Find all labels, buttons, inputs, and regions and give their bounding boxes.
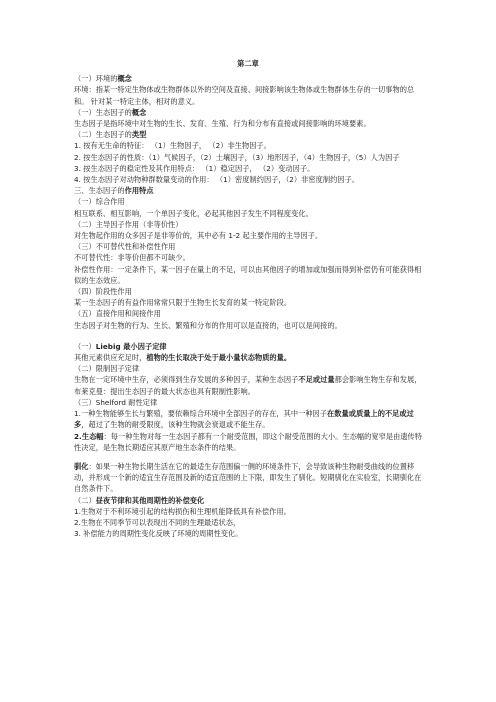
heading-prefix: （二）生态因子的 xyxy=(74,130,132,140)
section-gap xyxy=(74,331,422,341)
law-3-point-2-text: ：每一种生物对每一生态因子都有一个耐受范围，即这个耐受范围的大小。生态幅的宽窄是由遗传特性决定，是生物长期适应其原产地生态条件的结果。 xyxy=(74,431,423,452)
acclimation-term: 驯化 xyxy=(74,461,89,471)
acclimation-definition xyxy=(74,461,422,495)
rhythm-item-2: 2.生物在不同季节可以表现出不同的生理最适状态， xyxy=(74,517,241,527)
feature-1-heading: （一）综合作用 xyxy=(74,197,125,207)
rhythm-heading xyxy=(74,495,422,506)
feature-2-body: 对生物起作用的众多因子是非等价的，其中必有 1-2 起主要作用的主导因子。 xyxy=(74,231,323,241)
page-title: 第二章 xyxy=(237,59,259,68)
law-3-point-2-term: 2.生态幅 xyxy=(74,431,104,441)
section-gap xyxy=(74,453,422,461)
law-2-heading: （二）限制因子定律 xyxy=(74,364,140,374)
rhythm-item-3: 3. 补偿能力的周期性变化反映了环境的周期性变化。 xyxy=(74,529,243,539)
law-3-point-1 xyxy=(74,408,422,430)
feature-4-body: 某一生态因子的有益作用常常只限于生物生长发育的某一特定阶段。 xyxy=(74,298,292,308)
heading-keyword: Liebig 最小因子定律 xyxy=(95,341,167,351)
feature-3-heading: （三）不可替代性和补偿性作用 xyxy=(74,242,176,252)
feature-4-heading: （四）阶段性作用 xyxy=(74,287,132,297)
feature-3-body-1: 不可替代性：非等价但都不可缺少。 xyxy=(74,253,190,263)
heading-prefix: （一）环境的 xyxy=(74,74,118,84)
law-3-point-1-text: 1.一种生物能够生长与繁殖，要依赖综合环境中全部因子的存在，其中一种因子 xyxy=(74,409,328,419)
heading-keyword: 概念 xyxy=(117,74,132,84)
heading-prefix: 三、生态因子的 xyxy=(74,186,125,196)
law-1-body-text: 其他元素供应充足时， xyxy=(74,353,147,363)
type-item-1: 1. 按有无生命的特征： （1）生物因子， （2）非生物因子。 xyxy=(74,141,271,151)
heading-features xyxy=(74,185,422,196)
feature-5-heading: （五）直接作用和间接作用 xyxy=(74,309,161,319)
heading-keyword: 作用特点 xyxy=(124,186,154,196)
heading-keyword: 类型 xyxy=(131,130,147,140)
feature-2-heading: （二）主导因子作用（非等价性） xyxy=(74,219,183,229)
feature-5-body: 生态因子对生物的行为、生长、繁殖和分布的作用可以是直接的，也可以是间接的。 xyxy=(74,320,342,330)
feature-1-body: 相互联系、相互影响，一个单因子变化，必起其他因子发生不同程度变化。 xyxy=(74,208,313,218)
law-1-heading xyxy=(74,341,422,352)
heading-keyword: 概念 xyxy=(131,107,147,117)
env-definition: 环境：指某一特定生物体或生物群体以外的空间及直接、间接影响该生物体或生物群体生存的一切事物的总和。 针对某一特定主体，相对的意义。 xyxy=(74,85,415,106)
heading-prefix: （二） xyxy=(74,495,96,505)
heading-prefix: （一）生态因子的 xyxy=(74,107,132,117)
law-2-body-text: 生物在一定环境中生存，必须得到生存发展的多种因子，某种生态因子 xyxy=(74,375,299,385)
law-2-body-emphasis: 不足或过量 xyxy=(298,375,335,385)
heading-prefix: （一） xyxy=(74,341,96,351)
heading-env-concept xyxy=(74,73,422,84)
law-2-body xyxy=(74,374,422,396)
factor-definition: 生态因子是指环境中对生物的生长、发育、生殖、行为和分布有直接或间接影响的环境要素。 xyxy=(74,119,371,129)
law-3-point-2 xyxy=(74,431,422,453)
law-1-body xyxy=(74,352,422,363)
type-item-3: 3. 按生态因子的稳定性及其作用特点： （1）稳定因子， （2）变动因子。 xyxy=(74,163,315,173)
law-3-point-1-emphasis: 在数量或质量上的不足或过多 xyxy=(74,409,414,430)
type-item-4: 4. 按生态因子对动物种群数量变动的作用： （1）密度制约因子，（2）非密度制约因子。 xyxy=(74,175,360,185)
rhythm-item-1: 1.生物对于不利环境引起的结构损伤和生理机能降低具有补偿作用。 xyxy=(74,506,291,516)
heading-factor-concept xyxy=(74,107,422,118)
acclimation-text: ：如果一种生物长期生活在它的最适生存范围偏一侧的环境条件下，会导致该种生物耐受曲线的位置移动，并形成一个新的适宜生存范围及新的适宜范围的上下限，即发生了驯化。短期驯化在实验室，长期驯化在自然条件下。 xyxy=(74,461,422,494)
type-item-2: 2. 按生态因子的性质：（1）气候因子，（2）土壤因子，（3）地形因子，（4）生物因子，（5）人为因子 xyxy=(74,152,400,162)
law-1-body-emphasis: 植物的生长取决于处于最小量状态物质的量。 xyxy=(146,353,292,363)
law-2-body-text-2: 都会影响生物生存和发展， 布莱克曼：提出生态因子的最大状态也具有限制性影响。 xyxy=(74,375,422,396)
heading-factor-types xyxy=(74,129,422,140)
feature-3-body-2: 补偿性作用：一定条件下，某一因子在量上的不足，可以由其他因子的增加或加强而得到补偿仍有可能获得相似的生态效应。 xyxy=(74,264,422,285)
law-3-heading: （三）Shelford 耐性定律 xyxy=(74,397,158,407)
law-3-point-1-text-2: ，超过了生物的耐受限度，该种生物就会衰退或不能生存。 xyxy=(81,420,270,430)
heading-keyword: 昼夜节律和其他周期性的补偿变化 xyxy=(95,495,205,505)
